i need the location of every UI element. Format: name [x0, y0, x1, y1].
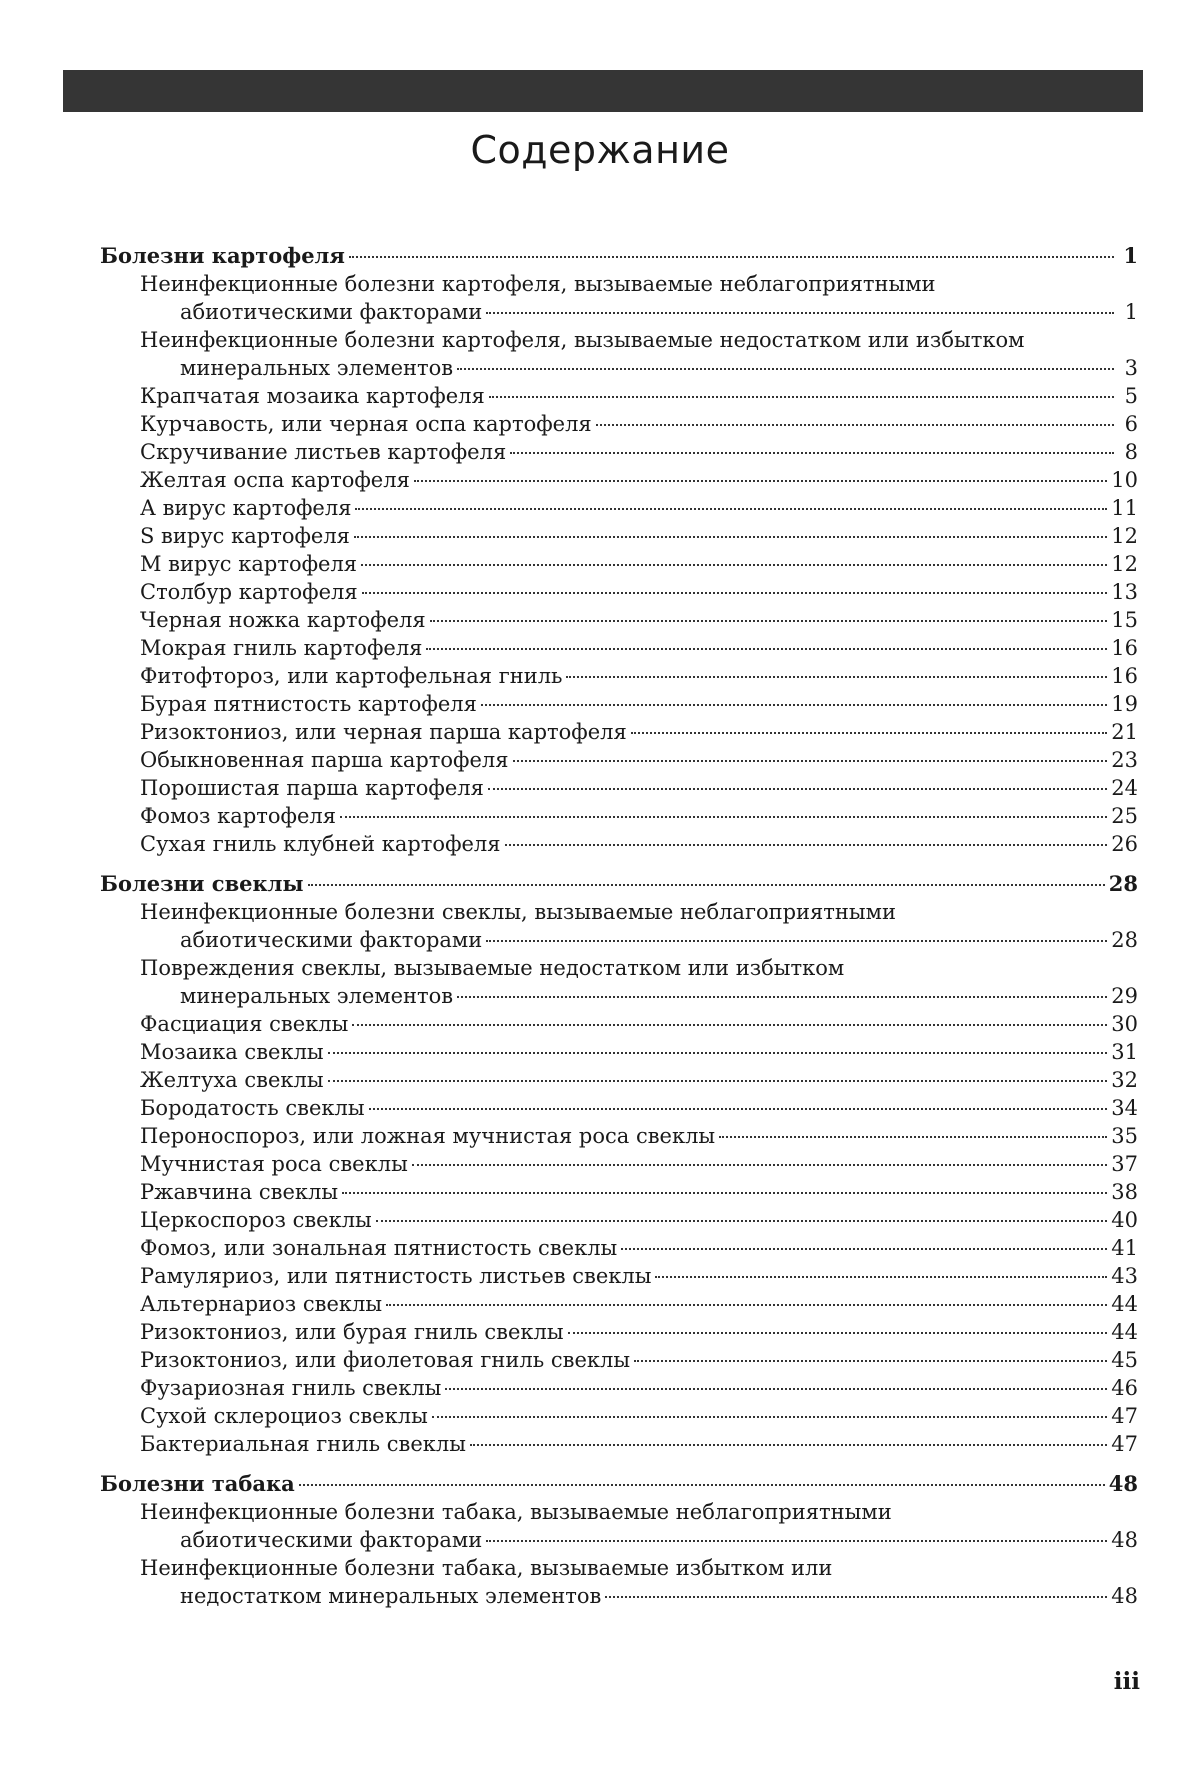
toc-leader-dots	[376, 1220, 1108, 1222]
toc-leader-dots	[513, 760, 1108, 762]
toc-entry-text-line1: Неинфекционные болезни свеклы, вызываемые неблагоприятными	[140, 900, 896, 924]
toc-page-number: 37	[1111, 1152, 1138, 1176]
toc-entry[interactable]	[100, 606, 1138, 634]
toc-leader-dots	[299, 1484, 1105, 1486]
toc-page-number: 16	[1111, 636, 1138, 660]
toc-page-number: 1	[1124, 300, 1138, 324]
toc-page-number: 32	[1111, 1068, 1138, 1092]
toc-page-number: 16	[1111, 664, 1138, 688]
toc-section-heading[interactable]	[100, 870, 1138, 898]
toc-leader-dots	[362, 592, 1108, 594]
toc-entry-text-line1: Неинфекционные болезни картофеля, вызываемые недостатком или избытком	[140, 328, 1025, 352]
toc-page-number: 28	[1111, 928, 1138, 952]
toc-entry[interactable]	[100, 1094, 1138, 1122]
toc-entry-text: Желтуха свеклы	[140, 1068, 324, 1092]
toc-entry-text: Ризоктониоз, или бурая гниль свеклы	[140, 1320, 564, 1344]
toc-page-number: 8	[1124, 440, 1138, 464]
toc-entry[interactable]	[100, 1122, 1138, 1150]
toc-entry-text: Сухая гниль клубней картофеля	[140, 832, 501, 856]
toc-leader-dots	[457, 996, 1107, 998]
toc-entry[interactable]	[100, 550, 1138, 578]
toc-entry-text: Желтая оспа картофеля	[140, 468, 410, 492]
toc-entry[interactable]	[100, 1430, 1138, 1458]
toc-leader-dots	[621, 1248, 1107, 1250]
toc-entry[interactable]	[100, 578, 1138, 606]
toc-leader-dots	[470, 1444, 1107, 1446]
toc-entry-line2	[100, 298, 1138, 326]
toc-page-number: 24	[1111, 776, 1138, 800]
toc-leader-dots	[349, 256, 1114, 258]
toc-page-number: 26	[1111, 832, 1138, 856]
toc-page-number: 11	[1111, 496, 1138, 520]
toc-leader-dots	[486, 940, 1107, 942]
toc-entry[interactable]	[100, 1234, 1138, 1262]
toc-leader-dots	[457, 368, 1114, 370]
toc-leader-dots	[486, 312, 1114, 314]
toc-entry-text: Порошистая парша картофеля	[140, 776, 484, 800]
toc-entry-line2	[100, 354, 1138, 382]
toc-entry-text: А вирус картофеля	[140, 496, 352, 520]
toc-entry-text: Фомоз картофеля	[140, 804, 336, 828]
toc-leader-dots	[596, 424, 1114, 426]
toc-entry[interactable]	[100, 1178, 1138, 1206]
toc-entry-text: Бородатость свеклы	[140, 1096, 365, 1120]
toc-entry-line2	[100, 1582, 1138, 1610]
toc-entry[interactable]	[100, 746, 1138, 774]
toc-entry-line2	[100, 1526, 1138, 1554]
table-of-contents	[100, 242, 1138, 1622]
header-bar	[63, 70, 1143, 112]
toc-leader-dots	[655, 1276, 1107, 1278]
toc-leader-dots	[352, 1024, 1107, 1026]
toc-entry[interactable]	[100, 1290, 1138, 1318]
toc-entry-text: Ржавчина свеклы	[140, 1180, 339, 1204]
toc-entry-text: Альтернариоз свеклы	[140, 1292, 383, 1316]
toc-entry-text: Мучнистая роса свеклы	[140, 1152, 408, 1176]
toc-page-number: 13	[1111, 580, 1138, 604]
toc-page-number: 43	[1111, 1264, 1138, 1288]
toc-entry[interactable]	[100, 1262, 1138, 1290]
toc-entry-text: Ризоктониоз, или черная парша картофеля	[140, 720, 627, 744]
toc-page-number: 25	[1111, 804, 1138, 828]
toc-entry-text-line2: абиотическими факторами	[180, 300, 483, 324]
toc-entry-text: М вирус картофеля	[140, 552, 358, 576]
toc-entry-text: Бактериальная гниль свеклы	[140, 1432, 466, 1456]
toc-leader-dots	[354, 536, 1107, 538]
toc-entry-text: Обыкновенная парша картофеля	[140, 748, 509, 772]
toc-leader-dots	[566, 676, 1107, 678]
toc-entry-text: Столбур картофеля	[140, 580, 358, 604]
toc-heading-text: Болезни свеклы	[100, 871, 304, 896]
toc-page-number: 12	[1111, 552, 1138, 576]
toc-entry[interactable]	[100, 774, 1138, 802]
toc-leader-dots	[505, 844, 1108, 846]
toc-leader-dots	[445, 1388, 1107, 1390]
toc-page-number: 6	[1124, 412, 1138, 436]
toc-entry-text: Бурая пятнистость картофеля	[140, 692, 477, 716]
toc-entry[interactable]	[100, 1318, 1138, 1346]
toc-leader-dots	[631, 732, 1108, 734]
toc-leader-dots	[328, 1080, 1108, 1082]
toc-entry[interactable]	[100, 1402, 1138, 1430]
toc-section	[100, 870, 1138, 1458]
toc-leader-dots	[355, 508, 1107, 510]
toc-entry[interactable]	[100, 410, 1138, 438]
toc-entry[interactable]	[100, 1346, 1138, 1374]
toc-leader-dots	[308, 884, 1105, 886]
toc-entry-text: Мозаика свеклы	[140, 1040, 324, 1064]
toc-page-number: 45	[1111, 1348, 1138, 1372]
toc-page-number: 34	[1111, 1096, 1138, 1120]
toc-leader-dots	[369, 1108, 1108, 1110]
toc-entry-text-line2: минеральных элементов	[180, 356, 454, 380]
toc-heading-text: Болезни картофеля	[100, 243, 345, 268]
toc-entry-text: Фомоз, или зональная пятнистость свеклы	[140, 1236, 618, 1260]
toc-entry-text: Сухой склероциоз свеклы	[140, 1404, 428, 1428]
toc-entry[interactable]	[100, 326, 1138, 382]
toc-section	[100, 242, 1138, 858]
toc-entry-text-line1: Неинфекционные болезни табака, вызываемые избытком или	[140, 1556, 833, 1580]
toc-entry-line2	[100, 982, 1138, 1010]
toc-entry-text: Пероноспороз, или ложная мучнистая роса свеклы	[140, 1124, 716, 1148]
toc-page-number: 15	[1111, 608, 1138, 632]
toc-entry-text-line1: Неинфекционные болезни картофеля, вызываемые неблагоприятными	[140, 272, 936, 296]
toc-leader-dots	[568, 1332, 1108, 1334]
toc-leader-dots	[719, 1136, 1107, 1138]
toc-entry-text-line2: абиотическими факторами	[180, 928, 483, 952]
toc-entry[interactable]	[100, 1010, 1138, 1038]
toc-page-number: 48	[1111, 1584, 1138, 1608]
toc-leader-dots	[489, 396, 1114, 398]
toc-entry-text: Ризоктониоз, или фиолетовая гниль свеклы	[140, 1348, 631, 1372]
toc-page-number: 19	[1111, 692, 1138, 716]
toc-entry-text: Черная ножка картофеля	[140, 608, 426, 632]
toc-entry-text: Фасциация свеклы	[140, 1012, 349, 1036]
toc-page-number: 5	[1124, 384, 1138, 408]
toc-entry[interactable]	[100, 466, 1138, 494]
toc-leader-dots	[328, 1052, 1108, 1054]
toc-page-number: 35	[1111, 1124, 1138, 1148]
toc-page-number: 44	[1111, 1320, 1138, 1344]
toc-leader-dots	[342, 1192, 1107, 1194]
toc-entry[interactable]	[100, 1374, 1138, 1402]
toc-entry-text-line2: недостатком минеральных элементов	[180, 1584, 602, 1608]
toc-entry[interactable]	[100, 522, 1138, 550]
toc-page-number: 48	[1108, 1471, 1138, 1496]
toc-entry-text: S вирус картофеля	[140, 524, 350, 548]
toc-page-number: 10	[1111, 468, 1138, 492]
toc-page-number: 46	[1111, 1376, 1138, 1400]
toc-entry[interactable]	[100, 1498, 1138, 1554]
toc-page-number: 28	[1108, 871, 1138, 896]
toc-entry[interactable]	[100, 662, 1138, 690]
page-number: iii	[1113, 1668, 1140, 1695]
toc-page-number: 44	[1111, 1292, 1138, 1316]
toc-leader-dots	[510, 452, 1114, 454]
toc-entry[interactable]	[100, 954, 1138, 1010]
toc-entry-text: Церкоспороз свеклы	[140, 1208, 372, 1232]
toc-leader-dots	[426, 648, 1107, 650]
page-title: Содержание	[470, 128, 730, 172]
toc-entry[interactable]	[100, 1206, 1138, 1234]
toc-page-number: 29	[1111, 984, 1138, 1008]
toc-leader-dots	[412, 1164, 1107, 1166]
toc-leader-dots	[430, 620, 1108, 622]
toc-heading-text: Болезни табака	[100, 1471, 295, 1496]
toc-page-number: 1	[1123, 243, 1138, 268]
toc-section	[100, 1470, 1138, 1610]
toc-leader-dots	[605, 1596, 1107, 1598]
toc-leader-dots	[488, 788, 1107, 790]
toc-page-number: 48	[1111, 1528, 1138, 1552]
toc-leader-dots	[634, 1360, 1107, 1362]
toc-page-number: 12	[1111, 524, 1138, 548]
toc-entry[interactable]	[100, 1066, 1138, 1094]
toc-entry[interactable]	[100, 802, 1138, 830]
toc-leader-dots	[361, 564, 1107, 566]
toc-entry-text-line2: минеральных элементов	[180, 984, 454, 1008]
toc-page-number: 31	[1111, 1040, 1138, 1064]
toc-entry[interactable]	[100, 1038, 1138, 1066]
toc-page-number: 21	[1111, 720, 1138, 744]
toc-section-heading[interactable]	[100, 242, 1138, 270]
toc-entry-text: Рамуляриоз, или пятнистость листьев свеклы	[140, 1264, 652, 1288]
toc-page-number: 38	[1111, 1180, 1138, 1204]
toc-leader-dots	[340, 816, 1107, 818]
toc-leader-dots	[486, 1540, 1107, 1542]
toc-page-number: 41	[1111, 1236, 1138, 1260]
toc-entry-text: Фузариозная гниль свеклы	[140, 1376, 442, 1400]
toc-entry-text: Фитофтороз, или картофельная гниль	[140, 664, 563, 688]
toc-entry[interactable]	[100, 718, 1138, 746]
toc-entry[interactable]	[100, 1150, 1138, 1178]
toc-leader-dots	[481, 704, 1107, 706]
toc-leader-dots	[414, 480, 1107, 482]
toc-page-number: 3	[1124, 356, 1138, 380]
toc-leader-dots	[432, 1416, 1107, 1418]
toc-section-heading[interactable]	[100, 1470, 1138, 1498]
toc-entry-text: Курчавость, или черная оспа картофеля	[140, 412, 592, 436]
toc-entry[interactable]	[100, 634, 1138, 662]
toc-entry[interactable]	[100, 898, 1138, 954]
toc-entry-text-line1: Повреждения свеклы, вызываемые недостатком или избытком	[140, 956, 845, 980]
toc-page-number: 30	[1111, 1012, 1138, 1036]
toc-entry-text-line1: Неинфекционные болезни табака, вызываемые неблагоприятными	[140, 1500, 892, 1524]
toc-page-number: 23	[1111, 748, 1138, 772]
toc-entry[interactable]	[100, 690, 1138, 718]
toc-entry[interactable]	[100, 270, 1138, 326]
toc-page-number: 40	[1111, 1208, 1138, 1232]
toc-leader-dots	[386, 1304, 1107, 1306]
toc-entry[interactable]	[100, 438, 1138, 466]
toc-entry[interactable]	[100, 1554, 1138, 1610]
toc-entry[interactable]	[100, 494, 1138, 522]
toc-entry-text: Крапчатая мозаика картофеля	[140, 384, 485, 408]
toc-entry-text: Скручивание листьев картофеля	[140, 440, 507, 464]
toc-entry[interactable]	[100, 830, 1138, 858]
toc-entry-text-line2: абиотическими факторами	[180, 1528, 483, 1552]
toc-page-number: 47	[1111, 1404, 1138, 1428]
toc-page-number: 47	[1111, 1432, 1138, 1456]
toc-entry[interactable]	[100, 382, 1138, 410]
toc-entry-text: Мокрая гниль картофеля	[140, 636, 423, 660]
toc-entry-line2	[100, 926, 1138, 954]
